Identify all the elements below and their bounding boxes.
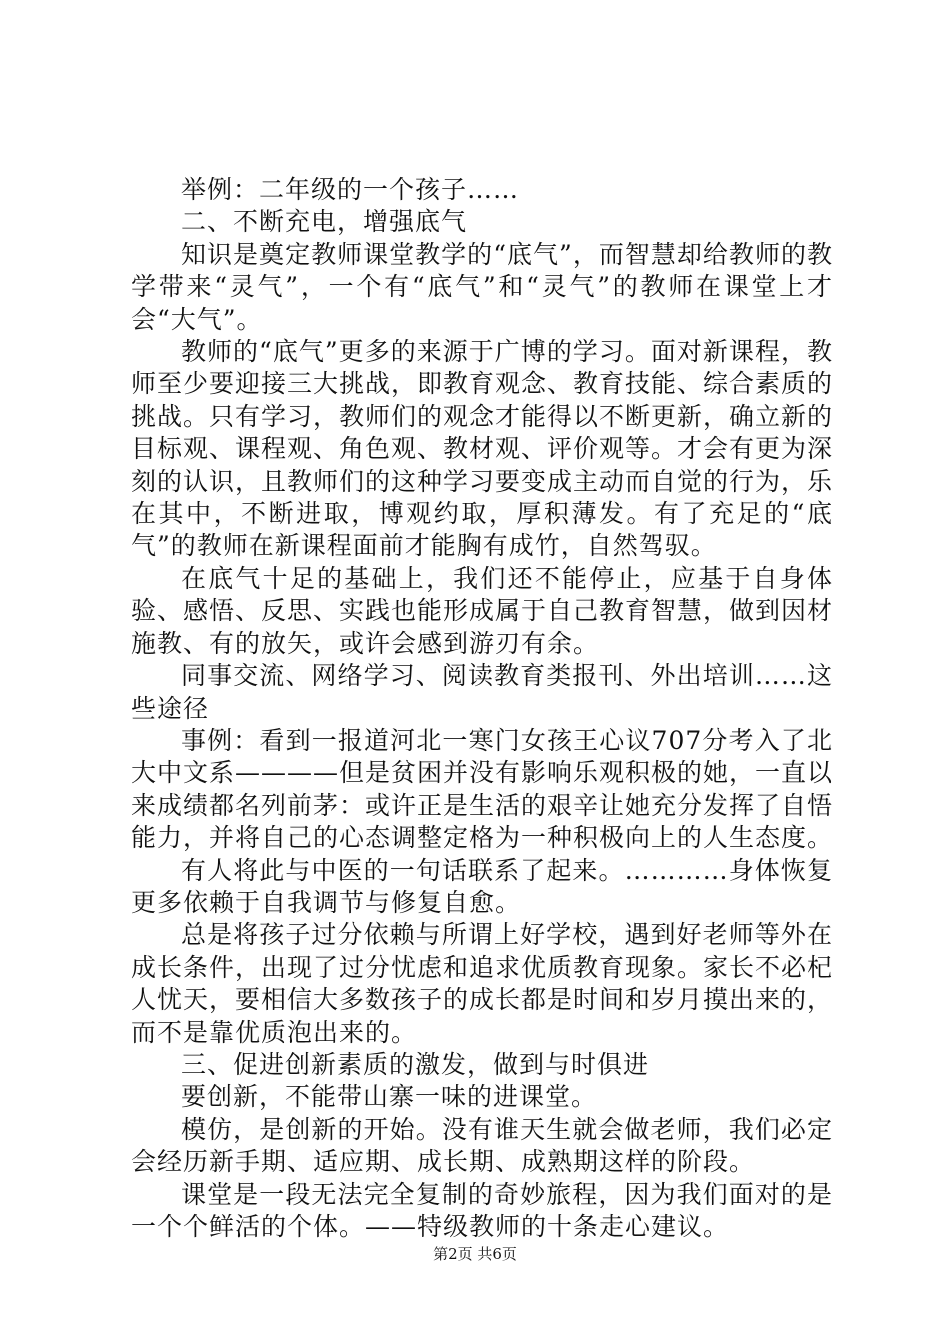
paragraph: 课堂是一段无法完全复制的奇妙旅程，因为我们面对的是一个个鲜活的个体。——特级教师的十条走心建议。 <box>131 1179 833 1241</box>
section-heading-3: 三、促进创新素质的激发，做到与时俱进 <box>181 1049 650 1079</box>
paragraph: 模仿，是创新的开始。没有谁天生就会做老师，我们必定会经历新手期、适应期、成长期、成熟期这样的阶段。 <box>131 1114 833 1177</box>
section-heading-2: 二、不断充电，增强底气 <box>181 207 468 237</box>
page-number-footer: 第2页 共6页 <box>433 1245 517 1263</box>
body-text <box>131 174 833 1243</box>
paragraph-case-example: 事例：看到一报道河北一寒门女孩王心议707分考入了北大中文系————但是贫困并没有影响乐观积极的她，一直以来成绩都名列前茅：或许正是生活的艰辛让她充分发挥了自悟能力，并将自己的心态调整定格为一种积极向上的人生态度。 <box>131 725 834 853</box>
paragraph: 教师的“底气”更多的来源于广博的学习。面对新课程，教师至少要迎接三大挑战，即教育观念、教育技能、综合素质的挑战。只有学习，教师们的观念才能得以不断更新，确立新的目标观、课程观、角色观、教材观、评价观等。才会有更为深刻的认识，且教师们的这种学习要变成主动而自觉的行为，乐在其中，不断进取，博观约取，厚积薄发。有了充足的“底气”的教师在新课程面前才能胸有成竹，自然驾驭。 <box>131 337 834 561</box>
paragraph: 知识是奠定教师课堂教学的“底气”，而智慧却给教师的教学带来“灵气”，一个有“底气”和“灵气”的教师在课堂上才会“大气”。 <box>131 239 833 334</box>
paragraph: 有人将此与中医的一句话联系了起来。…………身体恢复更多依赖于自我调节与修复自愈。 <box>131 855 833 917</box>
paragraph: 要创新，不能带山寨一味的进课堂。 <box>181 1082 598 1112</box>
paragraph: 总是将孩子过分依赖与所谓上好学校，遇到好老师等外在成长条件，出现了过分忧虑和追求优质教育现象。家长不必杞人忧天，要相信大多数孩子的成长都是时间和岁月摸出来的，而不是靠优质泡出来的。 <box>131 920 834 1047</box>
paragraph-example-intro: 举例：二年级的一个孩子…… <box>181 175 520 204</box>
paragraph: 同事交流、网络学习、阅读教育类报刊、外出培训……这些途径 <box>131 661 833 723</box>
paragraph: 在底气十足的基础上，我们还不能停止，应基于自身体验、感悟、反思、实践也能形成属于自己教育智慧，做到因材施教、有的放矢，或许会感到游刃有余。 <box>131 563 834 658</box>
